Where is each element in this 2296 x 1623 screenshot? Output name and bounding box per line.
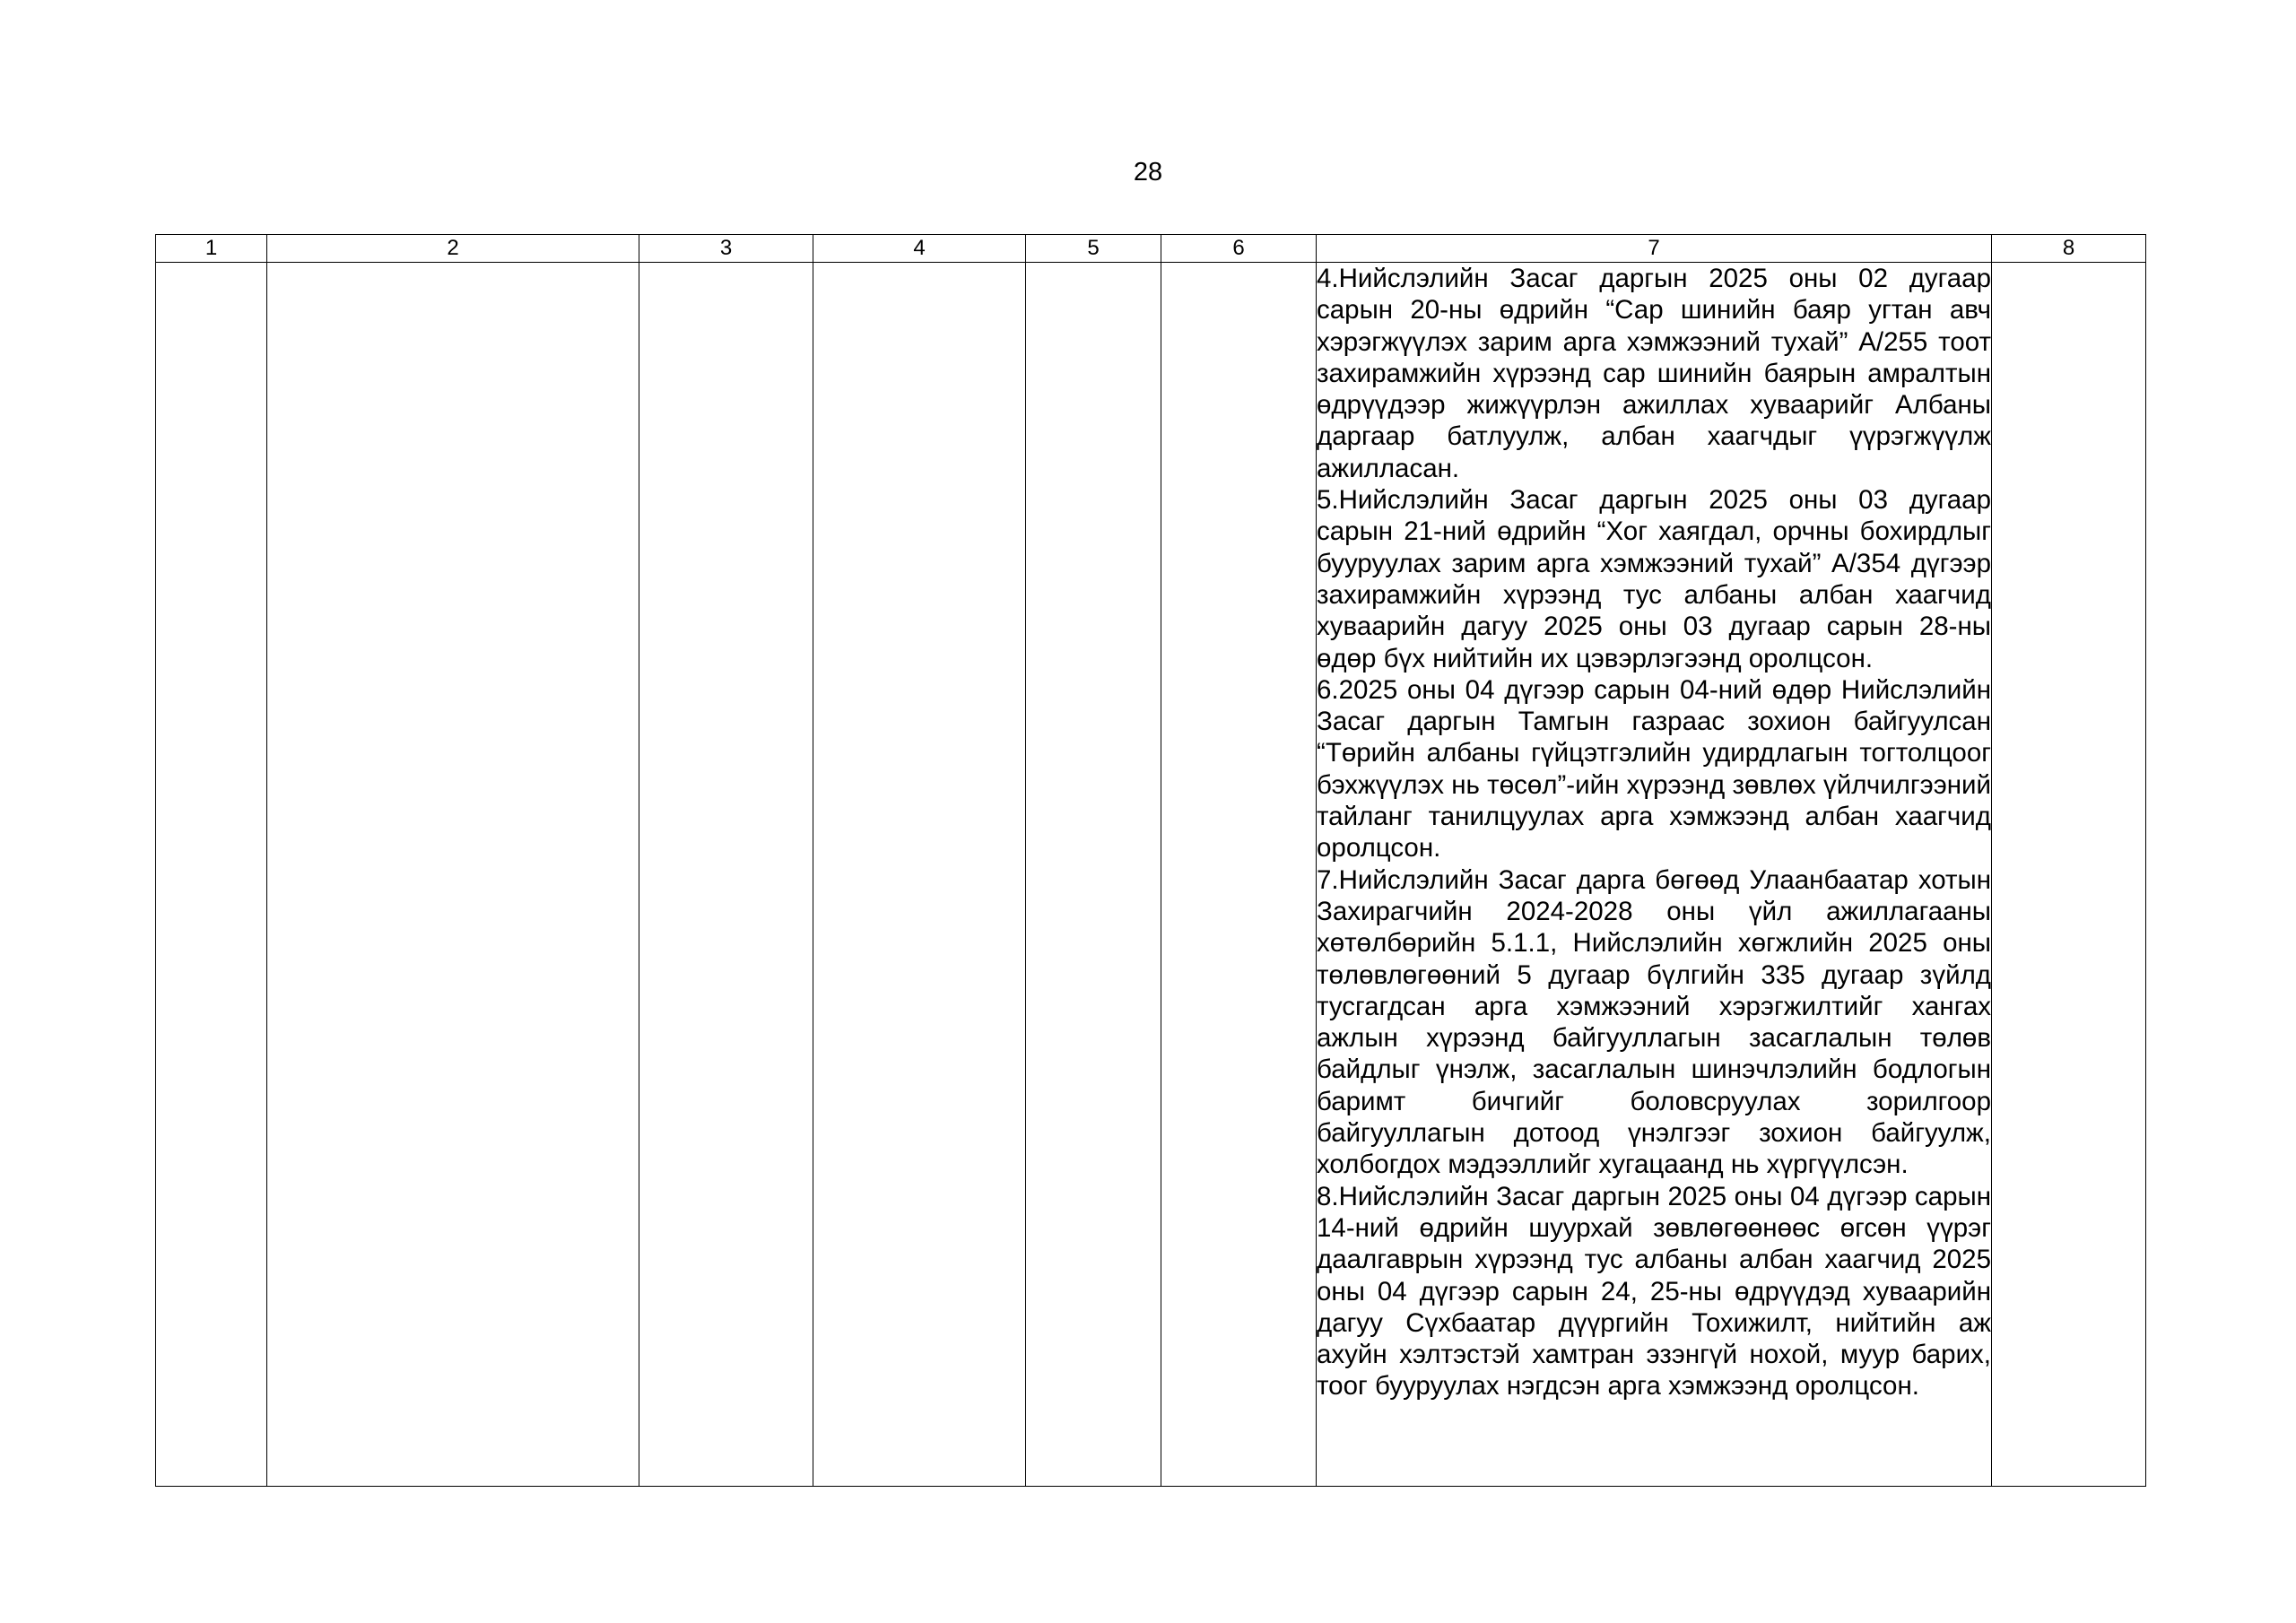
item-paragraph-6: 6.2025 оны 04 дүгээр сарын 04-ний өдөр Нийслэлийн Засаг даргын Тамгын газраас зохион байгуулсан “Төрийн албаны гүйцэтгэлийн удирдлагын тогтолцоог бэхжүүлэх нь төсөл”-ийн хүрээнд зөвлөх үйлчилгээний тайланг танилцуулах арга хэмжээнд албан хаагчид оролцсон. (1317, 674, 1991, 864)
column-header-4: 4 (813, 235, 1026, 263)
cell-col-3 (639, 263, 813, 1487)
item-paragraph-7: 7.Нийслэлийн Засаг дарга бөгөөд Улаанбаатар хотын Захирагчийн 2024-2028 оны үйл ажиллагааны хөтөлбөрийн 5.1.1, Нийслэлийн хөгжлийн 2025 оны төлөвлөгөөний 5 дугаар бүлгийн 335 дугаар зүйлд тусгагдсан арга хэмжээний хэрэгжилтийг хангах ажлын хүрээнд байгууллагын засаглалын төлөв байдлыг үнэлж, засаглалын шинэчлэлийн бодлогын баримт бичгийг боловсруулах зорилгоор байгууллагын дотоод үнэлгээг зохион байгуулж, холбогдох мэдээллийг хугацаанд нь хүргүүлсэн. (1317, 864, 1991, 1180)
report-table (155, 234, 2146, 1487)
cell-col-4 (813, 263, 1026, 1487)
column-header-5: 5 (1026, 235, 1161, 263)
column-header-3: 3 (639, 235, 813, 263)
column-header-1: 1 (156, 235, 267, 263)
column-header-8: 8 (1992, 235, 2146, 263)
cell-col-8 (1992, 263, 2146, 1487)
item-paragraph-4: 4.Нийслэлийн Засаг даргын 2025 оны 02 дугаар сарын 20-ны өдрийн “Сар шинийн баяр угтан авч хэрэгжүүлэх зарим арга хэмжээний тухай” А/255 тоот захирамжийн хүрээнд сар шинийн баярын амралтын өдрүүдээр жижүүрлэн ажиллах хуваарийг Албаны даргаар батлуулж, албан хаагчдыг үүрэгжүүлж ажилласан. (1317, 264, 1991, 483)
column-header-6: 6 (1161, 235, 1317, 263)
cell-col-7 (1317, 263, 1992, 1487)
column-header-2: 2 (267, 235, 639, 263)
item-paragraph-5: 5.Нийслэлийн Засаг даргын 2025 оны 03 дугаар сарын 21-ний өдрийн “Хог хаягдал, орчны бохирдлыг бууруулах зарим арга хэмжээний тухай” А/354 дүгээр захирамжийн хүрээнд тус албаны албан хаагчид хуваарийн дагуу 2025 оны 03 дугаар сарын 28-ны өдөр бүх нийтийн их цэвэрлэгээнд оролцсон. (1317, 485, 1991, 673)
table-row (156, 263, 2146, 1487)
cell-col-2 (267, 263, 639, 1487)
cell-col-6 (1161, 263, 1317, 1487)
item-paragraph-8: 8.Нийслэлийн Засаг даргын 2025 оны 04 дүгээр сарын 14-ний өдрийн шуурхай зөвлөгөөнөөс өгсөн үүрэг даалгаврын хүрээнд тус албаны албан хаагчид 2025 оны 04 дүгээр сарын 24, 25-ны өдрүүдэд хуваарийн дагуу Сүхбаатар дүүргийн Тохижилт, нийтийн аж ахуйн хэлтэстэй хамтран эзэнгүй нохой, муур барих, тоог бууруулах нэгдсэн арга хэмжээнд оролцсон. (1317, 1181, 1991, 1402)
cell-col-5 (1026, 263, 1161, 1487)
header-row (156, 235, 2146, 263)
page-number: 28 (1133, 158, 1163, 187)
cell-col-1 (156, 263, 267, 1487)
column-header-7: 7 (1317, 235, 1992, 263)
